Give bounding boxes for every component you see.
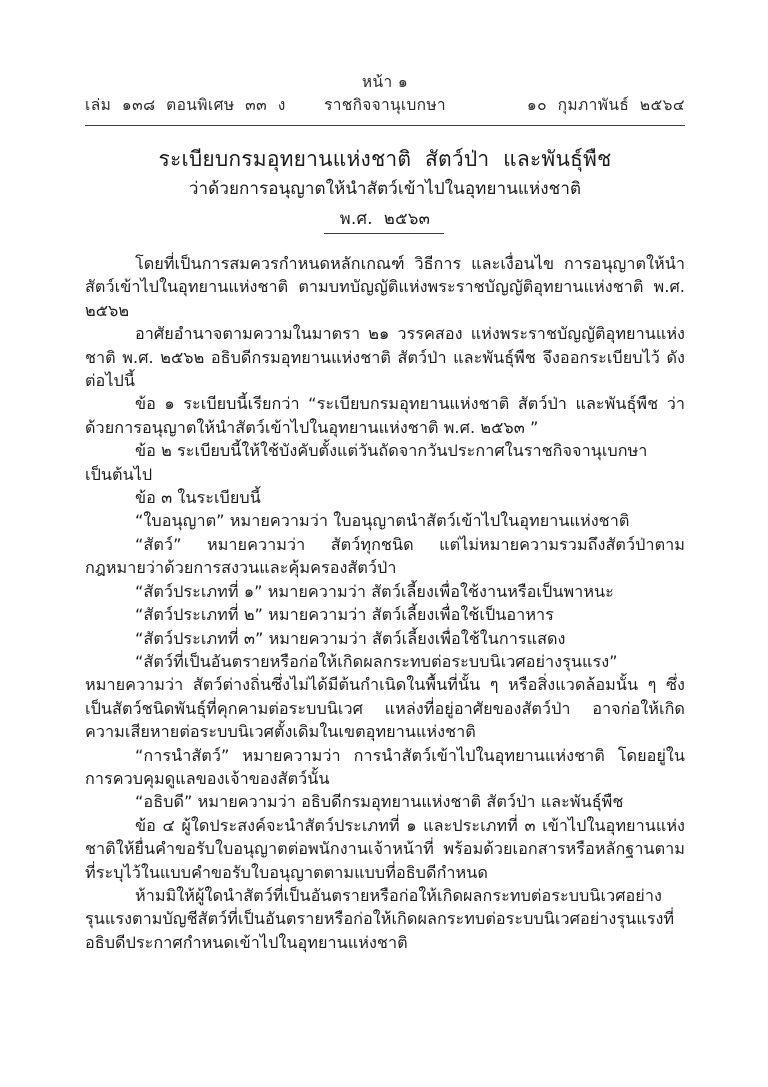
document-body [85,252,685,954]
title-block [85,146,685,230]
definition-bringing-animal: “การนำสัตว์” หมายความว่า การนำสัตว์เข้าไปในอุทยานแห่งชาติ โดยอยู่ในการควบคุมดูแลของเจ้าของสัตว์นั้น [85,745,685,788]
header-divider [85,125,685,126]
definition-permit: “ใบอนุญาต” หมายความว่า ใบอนุญาตนำสัตว์เข้าไปในอุทยานแห่งชาติ [135,511,630,531]
clause-3: ข้อ ๓ ในระเบียบนี้ [135,488,261,508]
definition-animal-type-1: “สัตว์ประเภทที่ ๑” หมายความว่า สัตว์เลี้ยงเพื่อใช้งานหรือเป็นพาหนะ [135,581,614,601]
gazette-name-label: ราชกิจจานุเบกษา [324,96,446,114]
paragraph-prohibition: ห้ามมิให้ผู้ใดนำสัตว์ที่เป็นอันตรายหรือก่อให้เกิดผลกระทบต่อระบบนิเวศอย่างรุนแรงตามบัญชีสัตว์ที่เป็นอันตรายหรือก่อให้เกิดผลกระทบต่อระบบนิเวศอย่างรุนแรงที่อธิบดีประกาศกำหนดเข้าไปในอุทยานแห่งชาติ [85,885,675,952]
clause-1: ข้อ ๑ ระเบียบนี้เรียกว่า “ระเบียบกรมอุทยานแห่งชาติ สัตว์ป่า และพันธุ์พืช ว่าด้วยการอนุญาตให้นำสัตว์เข้าไปในอุทยานแห่งชาติ พ.ศ. ๒๕๖๓ ” [85,394,685,437]
page-number-label: หน้า ๑ [361,73,409,91]
definition-animal-type-2: “สัตว์ประเภทที่ ๒” หมายความว่า สัตว์เลี้ยงเพื่อใช้เป็นอาหาร [135,605,554,625]
clause-4: ข้อ ๔ ผู้ใดประสงค์จะนำสัตว์ประเภทที่ ๑ และประเภทที่ ๓ เข้าไปในอุทยานแห่งชาติให้ยื่นคำขอรับใบอนุญาตต่อพนักงานเจ้าหน้าที่ พร้อมด้วยเอกสารหรือหลักฐานตามที่ระบุไว้ในแบบคำขอรับใบอนุญาตตามแบบที่อธิบดีกำหนด [85,815,685,882]
clause-2: ข้อ ๒ ระเบียบนี้ให้ใช้บังคับตั้งแต่วันถัดจากวันประกาศในราชกิจจานุเบกษาเป็นต้นไป [85,441,648,484]
publication-date-label: ๑๐ กุมภาพันธ์ ๒๕๖๔ [526,96,685,114]
page-header [85,72,685,124]
document-year: พ.ศ. ๒๕๖๓ [339,209,431,228]
document-subtitle: ว่าด้วยการอนุญาตให้นำสัตว์เข้าไปในอุทยานแห่งชาติ [188,179,582,199]
definition-dangerous-animal: “สัตว์ที่เป็นอันตรายหรือก่อให้เกิดผลกระทบต่อระบบนิเวศอย่างรุนแรง” หมายความว่า สัตว์ต่างถิ่นซึ่งไม่ได้มีต้นกำเนิดในพื้นที่นั้น ๆ หรือสิ่งแวดล้อมนั้น ๆ ซึ่งเป็นสัตว์ชนิดพันธุ์ที่คุกคามต่อระบบนิเวศ แหล่งที่อยู่อาศัยของสัตว์ป่า อาจก่อให้เกิดความเสียหายต่อระบบนิเวศตั้งเดิมในเขตอุทยานแห่งชาติ [85,651,685,742]
title-divider [324,233,444,234]
definition-director-general: “อธิบดี” หมายความว่า อธิบดีกรมอุทยานแห่งชาติ สัตว์ป่า และพันธุ์พืช [135,792,624,812]
paragraph-preamble-1: โดยที่เป็นการสมควรกำหนดหลักเกณฑ์ วิธีการ และเงื่อนไข การอนุญาตให้นำสัตว์เข้าไปในอุทยานแห่งชาติ ตามบทบัญญัติแห่งพระราชบัญญัติอุทยานแห่งชาติ พ.ศ. ๒๕๖๒ [85,254,685,320]
definition-animal: “สัตว์” หมายความว่า สัตว์ทุกชนิด แต่ไม่หมายความรวมถึงสัตว์ป่าตามกฎหมายว่าด้วยการสงวนและคุ้มครองสัตว์ป่า [85,534,685,578]
paragraph-preamble-2: อาศัยอำนาจตามความในมาตรา ๒๑ วรรคสอง แห่งพระราชบัญญัติอุทยานแห่งชาติ พ.ศ. ๒๕๖๒ อธิบดีกรมอุทยานแห่งชาติ สัตว์ป่า และพันธุ์พืช จึงออกระเบียบไว้ ดังต่อไปนี้ [85,324,685,391]
document-title: ระเบียบกรมอุทยานแห่งชาติ สัตว์ป่า และพันธุ์พืช [158,147,612,171]
definition-animal-type-3: “สัตว์ประเภทที่ ๓” หมายความว่า สัตว์เลี้ยงเพื่อใช้ในการแสดง [135,628,566,648]
header-row [85,94,685,116]
volume-issue-label: เล่ม ๑๓๘ ตอนพิเศษ ๓๓ ง [85,96,286,114]
